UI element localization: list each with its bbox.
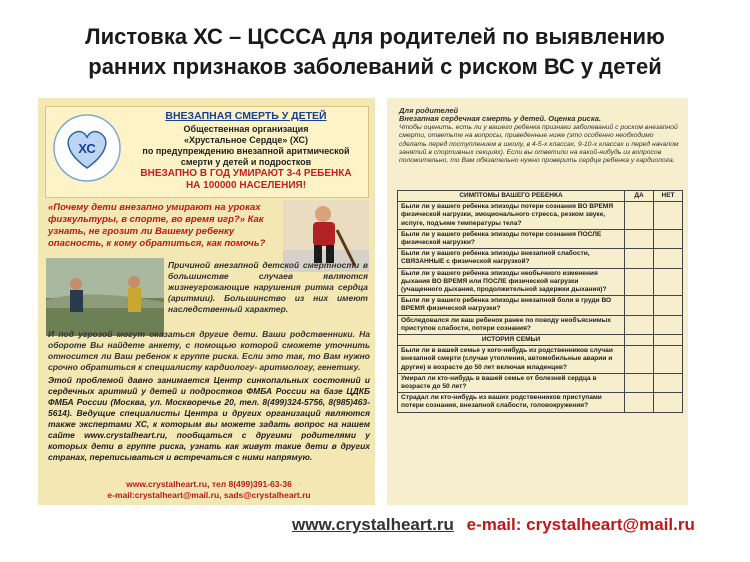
yes-cell[interactable] (625, 202, 654, 230)
yes-cell[interactable] (625, 346, 654, 374)
leaflet-contacts (48, 479, 370, 501)
question-text: Были ли у вашего ребенка эпизоды потери сознания ВО ВРЕМЯ физической нагрузки, эмоционального стресса, резком звуке, испуге, подъеме температуры тела? (398, 202, 625, 230)
question-text: Обследовался ли ваш ребенок ранее по поводу необъяснимых приступов слабости, потери сознания? (398, 315, 625, 334)
table-row (398, 315, 683, 334)
question-text: Были ли в вашей семье у кого-нибудь из родственников случаи внезапной смерти (случаи утопления, автомобильные аварии и другие) в возрасте до 50 лет включая младенцев? (398, 346, 625, 374)
yes-cell[interactable] (625, 315, 654, 334)
red-warning-1: ВНЕЗАПНО В ГОД УМИРАЮТ 3-4 РЕБЕНКА (140, 168, 352, 179)
for-parents-label: Для родителей (399, 106, 459, 115)
questionnaire-intro (399, 107, 681, 166)
table-row (398, 373, 683, 392)
questionnaire-intro-text: Чтобы оценить, есть ли у вашего ребенка признаки заболеваний с риском внезапной смерти, ответьте на вопросы, приведенные ниже (это особенно необходимо сделать перед поступлением в школу, в 4-5-х классах, 9-10-х классах и перед началом занятий в спортивных секциях). Если вы ответили на какой-нибудь из вопросов положительно, то Вам обязательно нужно проверить сердце ребенка у кардиолога. (399, 123, 679, 165)
yes-cell[interactable] (625, 268, 654, 296)
org-line-1: Общественная организация (183, 124, 309, 134)
walking-children-photo (46, 258, 164, 336)
right-leaflet (387, 98, 688, 505)
org-line-2: «Хрустальное Сердце» (ХС) (184, 135, 308, 145)
para-center: Этой проблемой давно занимается Центр синкопальных состояний и сердечных аритмий у детей и подростков ФМБА России на базе ЦДКБ ФМБА России (Москва, ул. Москворечье 20, тел. 8(499)324-5756, 8(985)463-5614). Ведущие специалисты Центра и других организаций являются также экспертами ХС, к которым вы можете задать вопрос на нашем сайте www.crystalheart.ru, пообщаться с другими родителями у которых дети в группе риска, узнать как живут такие дети в других странах, переписываться и встречаться с ними напрямую. (48, 375, 370, 462)
question-text: Были ли у вашего ребенка эпизоды потери сознания ПОСЛЕ физической нагрузки? (398, 229, 625, 248)
question-text: Были ли у вашего ребенка эпизоды внезапной боли в груди ВО ВРЕМЯ физической нагрузки? (398, 296, 625, 315)
leaflet-heading: ВНЕЗАПНАЯ СМЕРТЬ У ДЕТЕЙ (165, 110, 327, 122)
crystal-heart-logo (52, 113, 122, 183)
risk-questionnaire-table (397, 190, 683, 413)
yes-cell[interactable] (625, 373, 654, 392)
left-leaflet (38, 98, 375, 505)
no-cell[interactable] (654, 373, 683, 392)
no-cell[interactable] (654, 393, 683, 412)
no-cell[interactable] (654, 202, 683, 230)
para-relatives: И под угрозой могут оказаться другие дети. Ваши родственники. На обороте Вы найдете анкету, с помощью которой сможете уточнить относится ли Ваш ребенок к группе риска. Если это так, то Вам нужно срочно обратиться к специалисту кардиологу- аритмологу, генетику. (48, 329, 370, 372)
yes-cell[interactable] (625, 229, 654, 248)
yes-cell[interactable] (625, 249, 654, 268)
table-row (398, 393, 683, 412)
table-header-row (398, 191, 683, 202)
no-cell[interactable] (654, 268, 683, 296)
table-row (398, 296, 683, 315)
yes-cell[interactable] (625, 393, 654, 412)
website-link[interactable]: www.crystalheart.ru (292, 515, 454, 534)
col-symptoms: СИМПТОМЫ ВАШЕГО РЕБЕНКА (398, 191, 625, 202)
title-line-1: Листовка ХС – ЦСССА для родителей по выявлению (85, 24, 665, 49)
col-no: НЕТ (654, 191, 683, 202)
footer-contacts (292, 515, 732, 535)
table-row (398, 249, 683, 268)
page-title (0, 22, 750, 82)
yes-cell[interactable] (625, 296, 654, 315)
red-warning-2: НА 100000 НАСЕЛЕНИЯ! (185, 180, 307, 191)
table-row (398, 202, 683, 230)
family-history-section (398, 335, 683, 346)
no-cell[interactable] (654, 346, 683, 374)
para-causes: Причиной внезапной детской смертности в большинстве случаев являются жизнеугрожающие нарушения ритма сердца (аритмии). Большинство из них имеют наследственный характер. (168, 260, 368, 314)
svg-text:ХС: ХС (78, 141, 96, 156)
question-text: Умирал ли кто-нибудь в вашей семье от болезней сердца в возрасте до 50 лет? (398, 373, 625, 392)
email-link[interactable]: e-mail: crystalheart@mail.ru (466, 515, 695, 534)
question-text: Были ли у вашего ребенка эпизоды внезапной слабости, СВЯЗАННЫЕ с физической нагрузкой? (398, 249, 625, 268)
questionnaire-subtitle: Внезапная сердечная смерть у детей. Оценка риска. (399, 114, 601, 124)
question-text: Страдал ли кто-нибудь из ваших родственников приступами потери сознания, внезапной слабости, головокружения? (398, 393, 625, 412)
no-cell[interactable] (654, 229, 683, 248)
no-cell[interactable] (654, 249, 683, 268)
title-line-2: ранних признаков заболеваний с риском ВС у детей (88, 54, 662, 79)
no-cell[interactable] (654, 296, 683, 315)
no-cell[interactable] (654, 315, 683, 334)
table-row (398, 229, 683, 248)
table-row (398, 268, 683, 296)
col-yes: ДА (625, 191, 654, 202)
leaflet-question: «Почему дети внезапно умирают на уроках физкультуры, в спорте, во время игр?» Как узнать, не грозит ли Вашему ребенку опасность, к кому обратиться, как помочь? (48, 202, 266, 249)
org-line-3: по предупреждению внезапной аритмической смерти у детей и подростков (142, 146, 350, 167)
family-history-heading: ИСТОРИЯ СЕМЬИ (398, 335, 625, 346)
table-row (398, 346, 683, 374)
contact-line-1: www.crystalheart.ru, тел 8(499)391-63-36 (126, 479, 292, 489)
contact-line-2: e-mail:crystalheart@mail.ru, sads@crystalheart.ru (107, 490, 311, 500)
leaflet-header (45, 106, 369, 198)
question-text: Были ли у вашего ребенка эпизоды необычного изменения дыхания ВО ВРЕМЯ или ПОСЛЕ физической нагрузки (учащенного дыхания, продолжительной задержки дыхания)? (398, 268, 625, 296)
